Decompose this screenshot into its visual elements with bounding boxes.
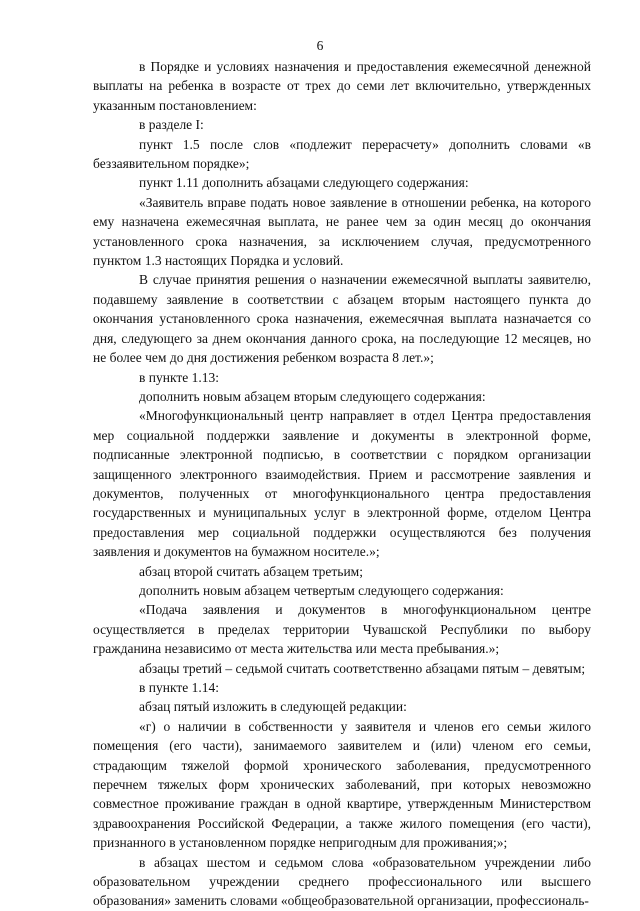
document-body <box>93 57 591 911</box>
paragraph: абзацы третий – седьмой считать соответственно абзацами пятым – девятым; <box>139 660 586 676</box>
paragraph: дополнить новым абзацем вторым следующего содержания: <box>139 388 486 404</box>
paragraph: В случае принятия решения о назначении ежемесячной выплаты заявителю, подавшему заявление в соответствии с абзацем вторым настоящего пункта до окончания установленного срока назначения, ежемесячная выплата назначается со дня, следующего за днем окончания данного срока, на последующие 12 месяцев, но не более чем до дня достижения ребенком возраста 8 лет.»; <box>93 272 591 366</box>
page-number: 6 <box>316 38 324 53</box>
paragraph: «Подача заявления и документов в многофункциональном центре осуществляется в пределах территории Чувашской Республики по выбору гражданина независимо от места жительства или места пребывания.»; <box>93 602 591 657</box>
paragraph: в Порядке и условиях назначения и предоставления ежемесячной денежной выплаты на ребенка в возрасте от трех до семи лет включительно, утвержденных указанным постановлением: <box>93 59 591 113</box>
paragraph: в пункте 1.14: <box>139 680 219 695</box>
paragraph: пункт 1.11 дополнить абзацами следующего содержания: <box>139 175 469 191</box>
paragraph: в разделе I: <box>139 117 204 133</box>
paragraph: «Многофункциональный центр направляет в отдел Центра предоставления мер социальной поддержки заявление и документы в электронной форме, подписанные электронной подписью, в соответствии с порядком организации защищенного электронного взаимодействия. Прием и рассмотрение заявления и документов, полученных от многофункционального центра предоставления государственных и муниципальных услуг в электронной форме, отделом Центра предоставления мер социальной поддержки осуществляются без получения заявления и документов на бумажном носителе.»; <box>93 408 591 560</box>
paragraph: абзац пятый изложить в следующей редакции: <box>139 699 407 715</box>
paragraph: «Заявитель вправе подать новое заявление в отношении ребенка, на которого ему назначена ежемесячная выплата, не ранее чем за один месяц до окончания установленного срока назначения, за исключением случая, предусмотренного пунктом 1.3 настоящих Порядка и условий. <box>93 194 591 269</box>
paragraph: в абзацах шестом и седьмом слова «образовательном учреждении либо образовательном учреждении среднего профессионального или высшего образования» заменить словами «общеобразовательной организации, профессиональ- <box>93 854 591 909</box>
paragraph: в пункте 1.13: <box>139 369 219 385</box>
paragraph: дополнить новым абзацем четвертым следующего содержания: <box>139 582 504 598</box>
paragraph: пункт 1.5 после слов «подлежит перерасчету» дополнить словами «в беззаявительном порядке»; <box>93 136 591 172</box>
paragraph: «г) о наличии в собственности у заявителя и членов его семьи жилого помещения (его части), занимаемого заявителем и (или) членом его семьи, страдающим тяжелой формой хронического заболевания, предусмотренного перечнем тяжелых форм хронических заболеваний, при которых невозможно совместное проживание граждан в одной квартире, утвержденным Министерством здравоохранения Российской Федерации, а также жилого помещения (его части), признанного в установленном порядке непригодным для проживания;»; <box>93 718 591 851</box>
paragraph: абзац второй считать абзацем третьим; <box>139 563 363 579</box>
